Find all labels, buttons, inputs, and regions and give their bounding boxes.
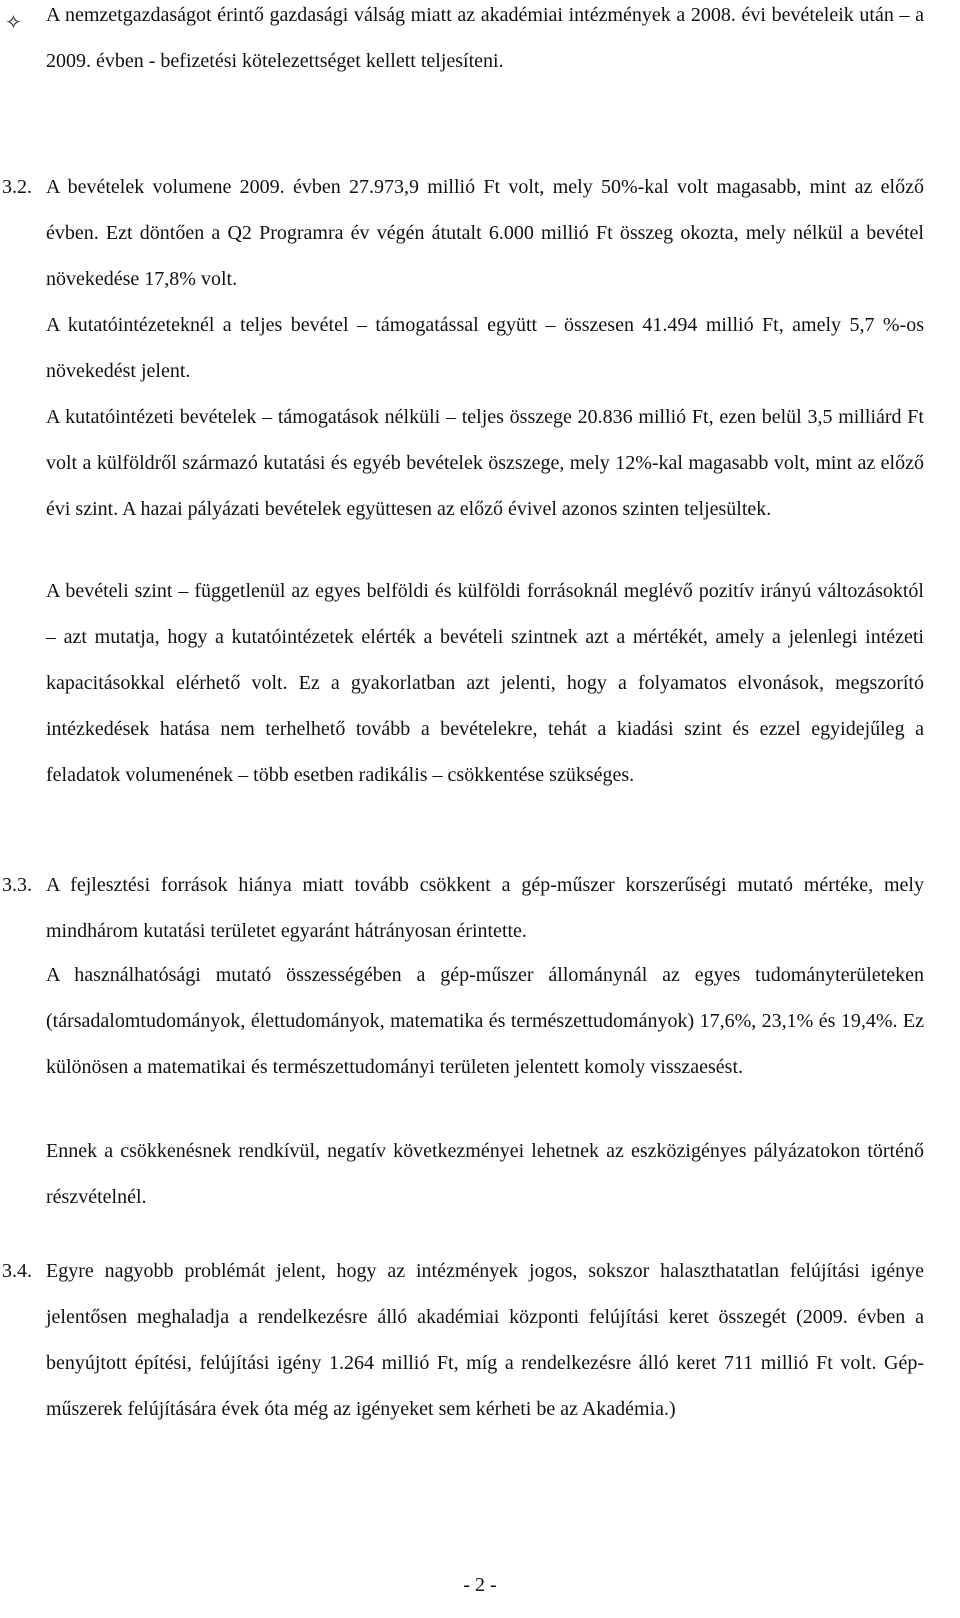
- section-number: 3.4.: [2, 1260, 32, 1282]
- paragraph: A fejlesztési források hiánya miatt tovább csökkent a gép-műszer korszerűségi mutató mértéke, mely mindhárom kutatási területet egyaránt hátrányosan érintette.: [46, 874, 924, 942]
- section-number: 3.2.: [2, 176, 32, 198]
- paragraph: Egyre nagyobb problémát jelent, hogy az intézmények jogos, sokszor halaszthatatlan felújítási igénye jelentősen meghaladja a rendelkezésre álló akadémiai központi felújítási keret összegét (2009. évben a benyújtott építési, felújítási igény 1.264 millió Ft, míg a rendelkezésre álló keret 711 millió Ft volt. Gép-műszerek felújítására évek óta még az igényeket sem kérheti be az Akadémia.): [46, 1260, 924, 1420]
- paragraph: A bevételek volumene 2009. évben 27.973,9 millió Ft volt, mely 50%-kal volt magasabb, mint az előző évben. Ezt döntően a Q2 Programra év végén átutalt 6.000 millió Ft összeg okozta, mely nélkül a bevétel növekedése 17,8% volt.: [46, 176, 924, 290]
- paragraph: Ennek a csökkenésnek rendkívül, negatív következményei lehetnek az eszközigényes pályázatokon történő részvételnél.: [46, 1140, 924, 1208]
- paragraph: A bevételi szint – függetlenül az egyes belföldi és külföldi forrásoknál meglévő pozitív irányú változásoktól – azt mutatja, hogy a kutatóintézetek elérték a bevételi szintnek azt a mértékét, amely a jelenlegi intézeti kapacitásokkal elérhető volt. Ez a gyakorlatban azt jelenti, hogy a folyamatos elvonások, megszorító intézkedések hatása nem terhelhető tovább a bevételekre, tehát a kiadási szint és ezzel egyidejűleg a feladatok volumenének – több esetben radikális – csökkentése szükséges.: [46, 580, 924, 786]
- bullet-item-text: A nemzetgazdaságot érintő gazdasági válság miatt az akadémiai intézmények a 2008. évi bevételeik után – a 2009. évben - befizetési kötelezettséget kellett teljesíteni.: [46, 4, 924, 72]
- page-number: - 2 -: [463, 1574, 497, 1596]
- paragraph: A kutatóintézeti bevételek – támogatások nélküli – teljes összege 20.836 millió Ft, ezen belül 3,5 milliárd Ft volt a külföldről származó kutatási és egyéb bevételek öszszege, mely 12%-kal magasabb volt, mint az előző évi szint. A hazai pályázati bevételek együttesen az előző évivel azonos szinten teljesültek.: [46, 406, 924, 520]
- diamond-bullet-icon: ✧: [5, 12, 22, 34]
- section-number: 3.3.: [2, 874, 32, 896]
- paragraph: A kutatóintézeteknél a teljes bevétel – támogatással együtt – összesen 41.494 millió Ft, amely 5,7 %-os növekedést jelent.: [46, 314, 924, 382]
- paragraph: A használhatósági mutató összességében a gép-műszer állománynál az egyes tudományterületeken (társadalomtudományok, élettudományok, matematika és természettudományok) 17,6%, 23,1% és 19,4%. Ez különösen a matematikai és természettudományi területen jelentett komoly visszaesést.: [46, 964, 924, 1078]
